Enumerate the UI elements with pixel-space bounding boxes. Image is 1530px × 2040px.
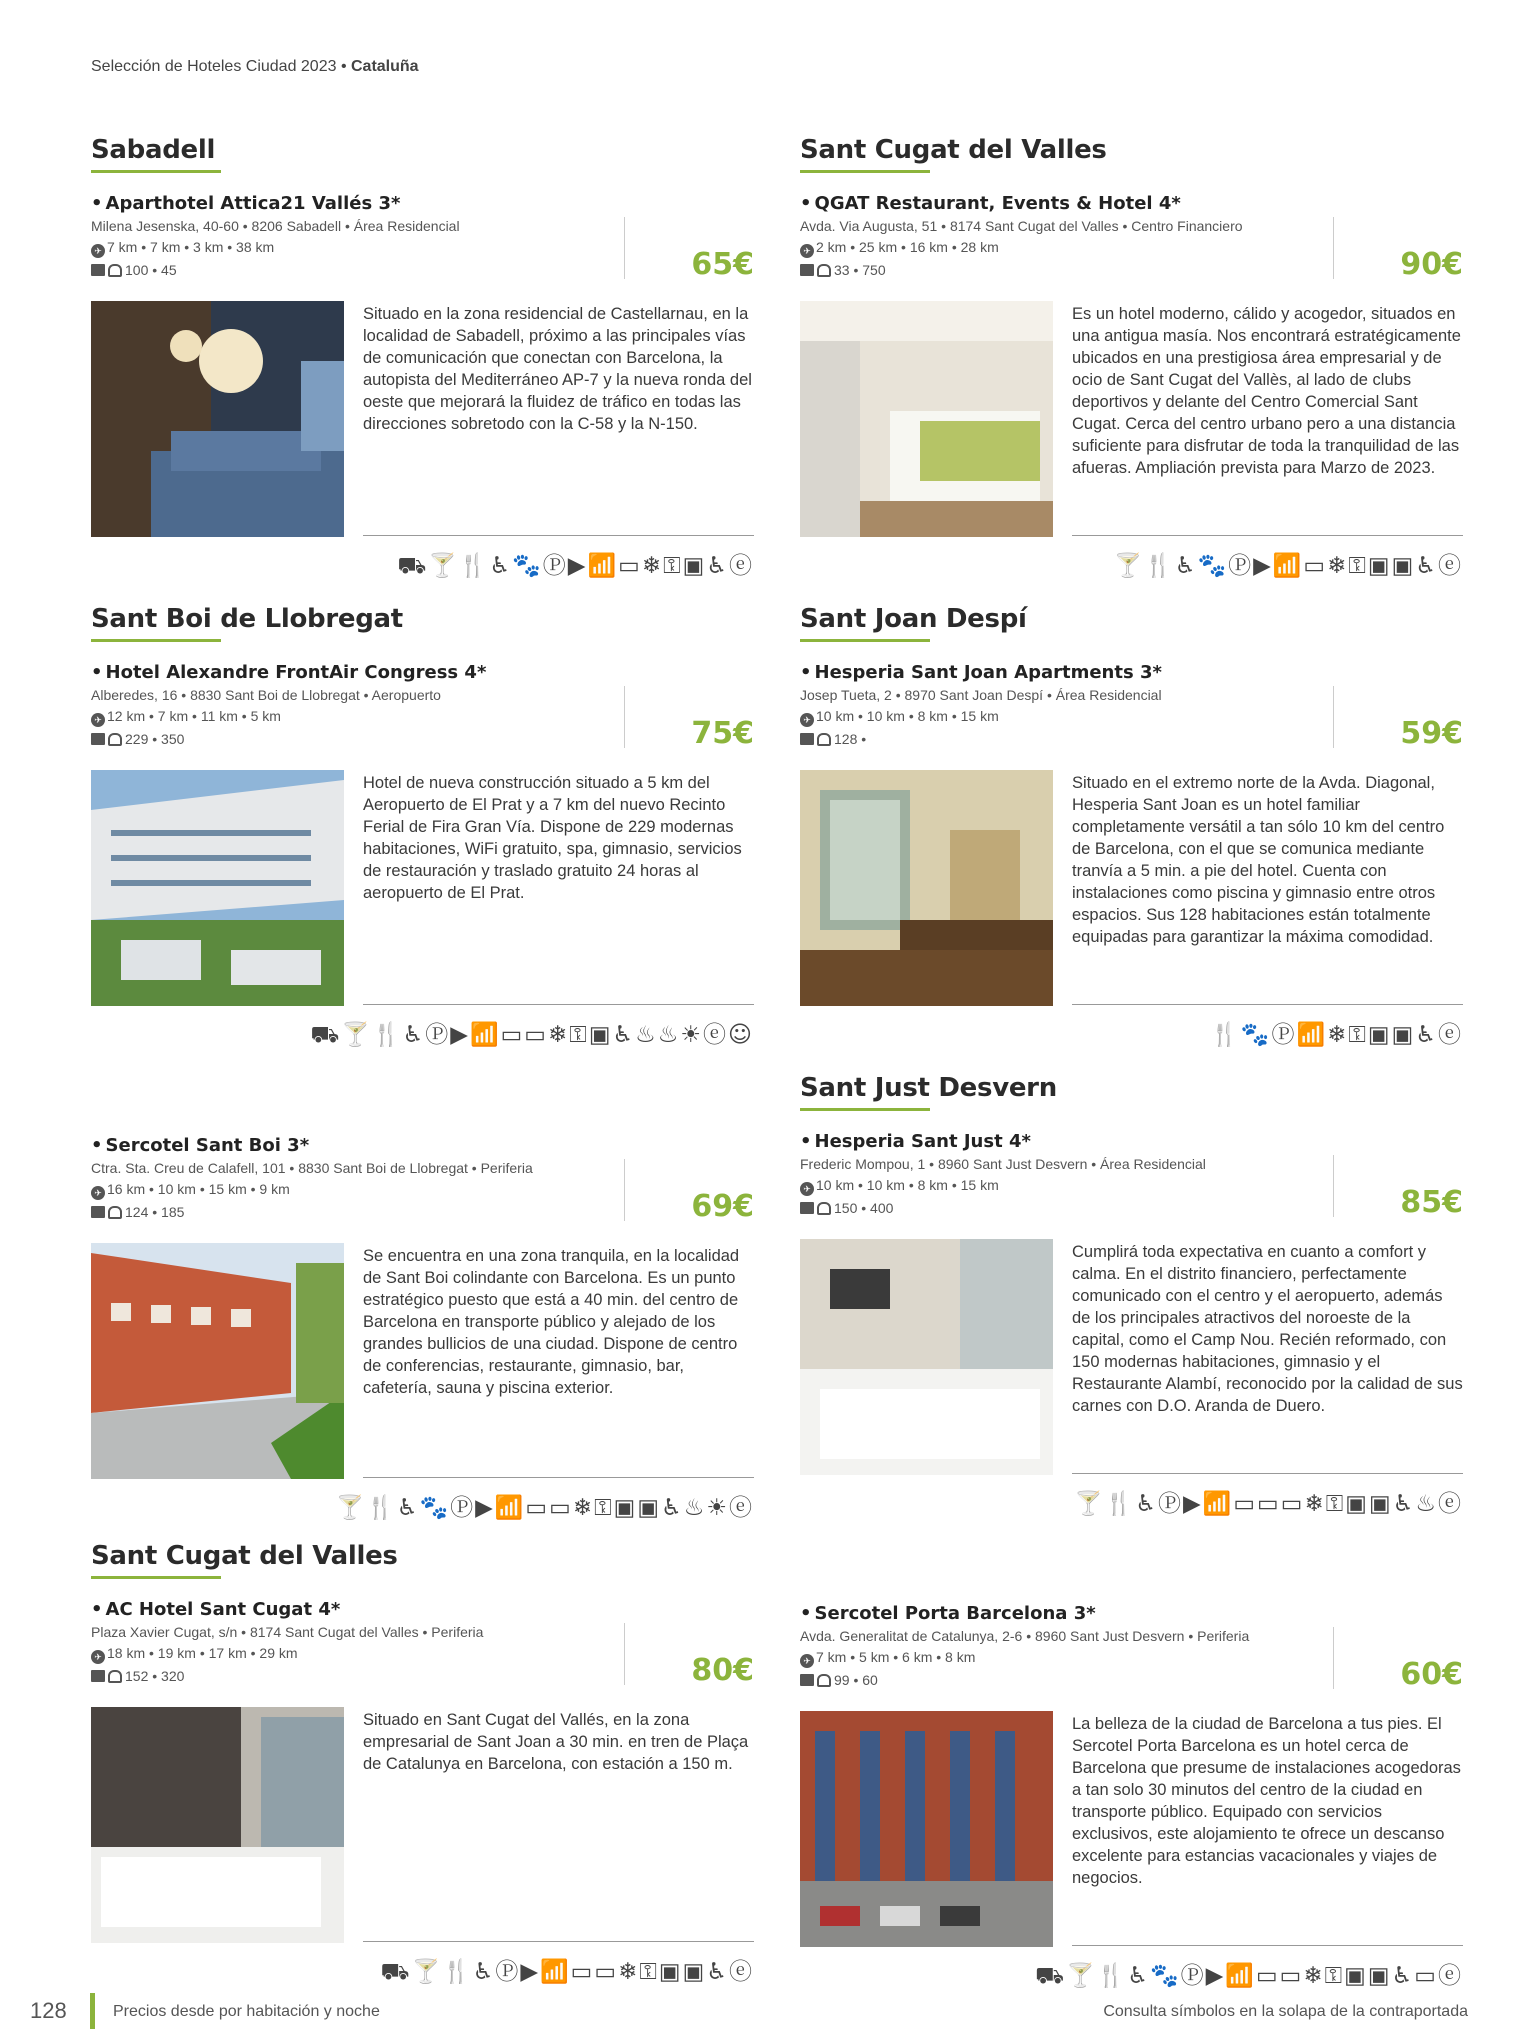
hotel-photo — [800, 301, 1053, 537]
rooms-icon — [91, 1670, 105, 1682]
hotel-photo — [91, 1707, 344, 1943]
rooms-icon — [91, 264, 105, 276]
footer-note-left: Precios desde por habitación y noche — [113, 2003, 380, 2020]
price: 60€ — [1400, 1657, 1463, 1692]
distance-icon: ✈ — [91, 1186, 105, 1200]
hotel-body — [91, 301, 754, 579]
city-heading: Sabadell — [91, 135, 216, 165]
hotel-address: Milena Jesenska, 40-60 • 8206 Sabadell • Área Residencial — [91, 218, 460, 234]
capacity-icon — [108, 1670, 122, 1683]
room-counts: 100 • 45 — [91, 262, 754, 278]
hotel-card-alexandre — [91, 604, 754, 1048]
rooms-icon — [800, 1674, 814, 1686]
rule — [1072, 1945, 1463, 1946]
rule — [1072, 535, 1463, 536]
city-heading: Sant Just Desvern — [800, 1073, 1057, 1103]
hotel-photo — [91, 301, 344, 537]
hotel-info — [800, 1603, 1463, 1703]
hotel-name: • Hesperia Sant Joan Apartments 3* — [800, 662, 1162, 683]
divider — [1333, 217, 1334, 279]
divider — [624, 686, 625, 748]
hotel-name: • QGAT Restaurant, Events & Hotel 4* — [800, 193, 1181, 214]
price: 65€ — [691, 247, 754, 282]
price: 80€ — [691, 1653, 754, 1688]
hotel-info — [91, 1599, 754, 1699]
room-counts: 128 • — [800, 731, 1463, 747]
hotel-info — [91, 1135, 754, 1235]
hotel-photo — [800, 1711, 1053, 1947]
city-heading: Sant Boi de Llobregat — [91, 604, 403, 634]
distances: ✈ 2 km • 25 km • 16 km • 28 km — [800, 239, 1463, 258]
hotel-body — [91, 1243, 754, 1521]
distances: ✈ 12 km • 7 km • 11 km • 5 km — [91, 708, 754, 727]
price: 75€ — [691, 716, 754, 751]
city-underline — [800, 639, 930, 642]
hotel-body — [91, 1707, 754, 1985]
hotel-description: Cumplirá toda expectativa en cuanto a comfort y calma. En el distrito financiero, perfectamente comunicado con el centro y el aeropuerto, además de los principales atractivos del noroeste de la capital, como el Camp Nou. Recién reformado, con 150 modernas habitaciones, gimnasio y el Restaurante Alambí, reconocido por la calidad de sus carnes con D.O. Aranda de Duero. — [1072, 1243, 1463, 1415]
rule — [1072, 1473, 1463, 1474]
distances: ✈ 10 km • 10 km • 8 km • 15 km — [800, 1177, 1463, 1196]
rooms-icon — [800, 1202, 814, 1214]
city-underline — [91, 639, 221, 642]
rule — [363, 535, 754, 536]
rooms-icon — [91, 733, 105, 745]
city-heading: Sant Joan Despí — [800, 604, 1027, 634]
distance-icon: ✈ — [800, 244, 814, 258]
hotel-description: La belleza de la ciudad de Barcelona a tus pies. El Sercotel Porta Barcelona es un hotel cerca de Barcelona que presume de instalaciones acogedoras a tan solo 30 minutos del centro de la ciudad en transporte público. Equipado con servicios exclusivos, este alojamiento te ofrece un descanso excelente para estancias vacacionales y viajes de negocios. — [1072, 1715, 1461, 1887]
distances: ✈ 10 km • 10 km • 8 km • 15 km — [800, 708, 1463, 727]
distance-icon: ✈ — [800, 713, 814, 727]
room-counts: 150 • 400 — [800, 1200, 1463, 1216]
hotel-card-sabadell — [91, 135, 754, 579]
hotel-description: Situado en Sant Cugat del Vallés, en la zona empresarial de Sant Joan a 30 min. en tren de Plaça de Catalunya en Barcelona, con estación a 150 m. — [363, 1711, 749, 1773]
rooms-icon — [91, 1206, 105, 1218]
hotel-card-sercotel-porta-barcelona — [800, 1541, 1463, 1989]
hotel-card-sercotel-sant-boi — [91, 1073, 754, 1521]
hotel-name: • Aparthotel Attica21 Vallés 3* — [91, 193, 401, 214]
room-counts: 229 • 350 — [91, 731, 754, 747]
hotel-info — [800, 1131, 1463, 1231]
hotel-body — [800, 1239, 1463, 1517]
hotel-body — [91, 770, 754, 1048]
hotel-info — [800, 193, 1463, 293]
city-underline — [91, 1576, 221, 1579]
hotel-description: Situado en el extremo norte de la Avda. Diagonal, Hesperia Sant Joan es un hotel familiar completamente versátil a tan sólo 10 km del centro de Barcelona, con el que se comunica mediante tranvía a 5 min. a pie del hotel. Cuenta con instalaciones como piscina y gimnasio entre otros espacios. Sus 128 habitaciones están totalmente equipadas para garantizar la máxima comodidad. — [1072, 774, 1445, 946]
hotel-photo — [800, 770, 1053, 1006]
room-counts: 124 • 185 — [91, 1204, 754, 1220]
city-underline — [800, 1108, 930, 1111]
amenities-icon: ⛟🍸🍴♿Ⓟ▶📶▭▭❄⚿▣♿♨♨☀ⓔ☺ — [310, 1022, 754, 1048]
distance-icon: ✈ — [91, 713, 105, 727]
divider — [624, 1623, 625, 1685]
rooms-icon — [800, 264, 814, 276]
divider — [624, 217, 625, 279]
hotel-photo — [800, 1239, 1053, 1475]
capacity-icon — [817, 1674, 831, 1687]
hotel-card-hesperia-sant-just — [800, 1073, 1463, 1517]
room-counts: 99 • 60 — [800, 1672, 1463, 1688]
hotel-address: Avda. Generalitat de Catalunya, 2-6 • 8960 Sant Just Desvern • Periferia — [800, 1628, 1250, 1644]
hotel-photo — [91, 1243, 344, 1479]
hotel-body — [800, 1711, 1463, 1989]
footer-accent-bar — [90, 1993, 95, 2029]
capacity-icon — [817, 733, 831, 746]
hotel-info — [91, 662, 754, 762]
price: 69€ — [691, 1189, 754, 1224]
amenities-icon: ⛟🍸🍴♿🐾Ⓟ▶📶▭▭❄⚿▣▣♿▭ⓔ — [1035, 1963, 1463, 1989]
amenities-icon: 🍸🍴♿🐾Ⓟ▶📶▭❄⚿▣▣♿ⓔ — [1113, 553, 1463, 579]
rooms-icon — [800, 733, 814, 745]
hotel-body — [800, 770, 1463, 1048]
hotel-description: Hotel de nueva construcción situado a 5 km del Aeropuerto de El Prat y a 7 km del nuevo Recinto Ferial de Fira Gran Vía. Dispone de 229 modernas habitaciones, WiFi gratuito, spa, gimnasio, servicios de restauración y traslado gratuito 24 horas al aeropuerto de El Prat. — [363, 774, 742, 902]
hotel-address: Ctra. Sta. Creu de Calafell, 101 • 8830 Sant Boi de Llobregat • Periferia — [91, 1160, 533, 1176]
hotel-name: • Sercotel Porta Barcelona 3* — [800, 1603, 1096, 1624]
hotel-address: Avda. Via Augusta, 51 • 8174 Sant Cugat del Valles • Centro Financiero — [800, 218, 1243, 234]
divider — [1333, 686, 1334, 748]
hotel-info — [800, 662, 1463, 762]
amenities-icon: 🍸🍴♿Ⓟ▶📶▭▭▭❄⚿▣▣♿♨ⓔ — [1074, 1491, 1463, 1517]
rule — [363, 1941, 754, 1942]
distance-icon: ✈ — [800, 1182, 814, 1196]
city-heading: Sant Cugat del Valles — [91, 1541, 398, 1571]
hotel-address: Josep Tueta, 2 • 8970 Sant Joan Despí • Área Residencial — [800, 687, 1162, 703]
hotel-photo — [91, 770, 344, 1006]
distances: ✈ 18 km • 19 km • 17 km • 29 km — [91, 1645, 754, 1664]
distances: ✈ 7 km • 5 km • 6 km • 8 km — [800, 1649, 1463, 1668]
hotel-card-hesperia-sant-joan — [800, 604, 1463, 1048]
rule — [363, 1477, 754, 1478]
hotel-description: Es un hotel moderno, cálido y acogedor, situados en una antigua masía. Nos encontrará estratégicamente ubicados en una prestigiosa área empresarial y de ocio de Sant Cugat del Vallès, al lado de clubs deportivos y delante del Centro Comercial Sant Cugat. Cerca del centro urbano pero a una distancia suficiente para disfrutar de toda la tranquilidad de las afueras. Ampliación prevista para Marzo de 2023. — [1072, 305, 1461, 477]
page-number: 128 — [30, 1998, 67, 2023]
distance-icon: ✈ — [91, 244, 105, 258]
hotel-name: • Hotel Alexandre FrontAir Congress 4* — [91, 662, 487, 683]
amenities-icon: ⛟🍸🍴♿Ⓟ▶📶▭▭❄⚿▣▣♿ⓔ — [380, 1959, 754, 1985]
capacity-icon — [108, 1206, 122, 1219]
price: 59€ — [1400, 716, 1463, 751]
room-counts: 152 • 320 — [91, 1668, 754, 1684]
distances: ✈ 7 km • 7 km • 3 km • 38 km — [91, 239, 754, 258]
hotel-address: Plaza Xavier Cugat, s/n • 8174 Sant Cugat del Valles • Periferia — [91, 1624, 484, 1640]
hotel-description: Se encuentra en una zona tranquila, en la localidad de Sant Boi colindante con Barcelona. Es un punto estratégico puesto que está a 40 min. del centro de Barcelona en transporte público y alejado de los grandes bullicios de una ciudad. Dispone de centro de conferencias, restaurante, gimnasio, bar, cafetería, sauna y piscina exterior. — [363, 1247, 740, 1397]
hotel-address: Frederic Mompou, 1 • 8960 Sant Just Desvern • Área Residencial — [800, 1156, 1206, 1172]
rule — [363, 1004, 754, 1005]
divider — [1333, 1627, 1334, 1689]
footer-note-right: Consulta símbolos en la solapa de la contraportada — [1103, 2003, 1468, 2020]
hotel-name: • Sercotel Sant Boi 3* — [91, 1135, 310, 1156]
distances: ✈ 16 km • 10 km • 15 km • 9 km — [91, 1181, 754, 1200]
city-heading: Sant Cugat del Valles — [800, 135, 1107, 165]
distance-icon: ✈ — [800, 1654, 814, 1668]
hotel-address: Alberedes, 16 • 8830 Sant Boi de Llobregat • Aeropuerto — [91, 687, 441, 703]
price: 90€ — [1400, 247, 1463, 282]
hotel-body — [800, 301, 1463, 579]
capacity-icon — [108, 733, 122, 746]
hotel-description: Situado en la zona residencial de Castellarnau, en la localidad de Sabadell, próximo a las principales vías de comunicación que conectan con Barcelona, la autopista del Mediterráneo AP-7 y la nueva ronda del oeste que mejorará la fluidez de tráfico en todas las direcciones sobretodo con la C-58 y la N-150. — [363, 305, 752, 433]
running-header: Selección de Hoteles Ciudad 2023 • Cataluña — [91, 58, 419, 75]
hotel-card-ac-sant-cugat — [91, 1541, 754, 1985]
hotel-card-qgat — [800, 135, 1463, 579]
capacity-icon — [817, 1202, 831, 1215]
hotel-info — [91, 193, 754, 293]
capacity-icon — [108, 264, 122, 277]
amenities-icon: ⛟🍸🍴♿🐾Ⓟ▶📶▭❄⚿▣♿ⓔ — [397, 553, 754, 579]
city-underline — [800, 170, 930, 173]
amenities-icon: 🍸🍴♿🐾Ⓟ▶📶▭▭❄⚿▣▣♿♨☀ⓔ — [335, 1495, 754, 1521]
city-underline — [91, 170, 221, 173]
hotel-name: • AC Hotel Sant Cugat 4* — [91, 1599, 341, 1620]
price: 85€ — [1400, 1185, 1463, 1220]
hotel-name: • Hesperia Sant Just 4* — [800, 1131, 1031, 1152]
room-counts: 33 • 750 — [800, 262, 1463, 278]
rule — [1072, 1004, 1463, 1005]
capacity-icon — [817, 264, 831, 277]
amenities-icon: 🍴🐾Ⓟ📶❄⚿▣▣♿ⓔ — [1210, 1022, 1463, 1048]
divider — [1333, 1155, 1334, 1217]
divider — [624, 1159, 625, 1221]
distance-icon: ✈ — [91, 1650, 105, 1664]
